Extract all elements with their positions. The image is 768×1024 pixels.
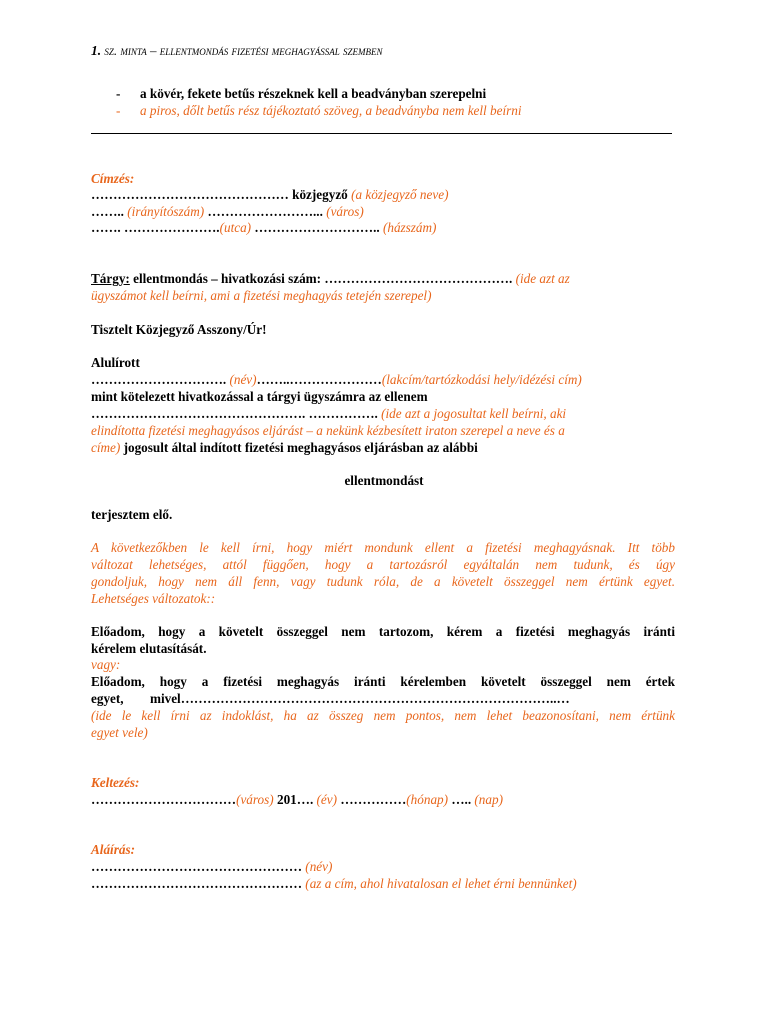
bullet-orange-info [116,103,522,119]
targy-line-2: ügyszámot kell beírni, ami a fizetési meghagyás tetején szerepel) [91,288,432,303]
dots: ……..………………… [256,372,382,387]
note: (ide azt az [515,271,570,286]
title-text: sz. minta – ellentmondás fizetési meghagyással szemben [101,43,383,58]
variant2-note-1: (ide le kell írni az indoklást, ha az összeg nem pontos, nem lehet beazonosítani, nem értünk [91,708,675,723]
title-number: 1. [91,43,102,58]
dots: ……………………….. [251,220,383,235]
cimzes-line-2 [91,204,364,220]
dots: ……………………………………… [91,187,293,202]
bold-text: jogosult által indított fizetési meghagyásos eljárásban az alábbi [120,440,478,455]
targy-line-1 [91,271,570,287]
dots: …………… [337,792,407,807]
bullet-dash: - [116,103,121,118]
dots: ……. …………………. [91,220,220,235]
note: (az a cím, ahol hivatalosan el lehet érni bennünket) [305,876,577,891]
alairas-heading: Aláírás: [91,842,135,857]
cimzes-line-3 [91,220,436,236]
note: (város) [326,204,364,219]
cimzes-line-1 [91,187,448,203]
ellentmondast-heading: ellentmondást [344,473,424,488]
bullet-bold-info [116,86,486,102]
explain-line-1: A következőkben le kell írni, hogy miért mondunk ellent a fizetési meghagyásnak. Itt több [91,540,675,555]
alulirott-line-2: mint kötelezett hivatkozással a tárgyi ügyszámra az ellenem [91,389,428,404]
note: (nap) [474,792,503,807]
bullet-text: a piros, dőlt betűs rész tájékoztató szöveg, a beadványba nem kell beírni [140,103,522,118]
alulirott-line-4: elindította fizetési meghagyásos eljárást – a nekünk kézbesített iraton szerepel a neve és a [91,423,565,438]
explain-line-4: Lehetséges változatok:: [91,591,216,606]
dots: …….. [91,204,128,219]
dots: ……………………... [204,204,327,219]
vagy-label: vagy: [91,657,121,672]
terjesztem-elo: terjesztem elő. [91,507,173,522]
note: (év) [316,792,338,807]
note: (hónap) [406,792,449,807]
note: (város) [236,792,274,807]
dots: …. [296,792,317,807]
cimzes-heading: Címzés: [91,171,135,186]
alulirott-label: Alulírott [91,355,140,370]
note: (lakcím/tartózkodási hely/idézési cím) [381,372,582,387]
document-title [91,43,382,59]
explain-line-2: változat lehetséges, attól függően, hogy a tartozásról egyáltalán nem tudunk, és úgy [91,557,675,572]
variant1-line-1: Előadom, hogy a követelt összeggel nem tartozom, kérem a fizetési meghagyás iránti [91,624,675,639]
explain-line-3: gondoljuk, hogy nem áll fenn, vagy tudunk róla, de a követelt összeggel nem értünk egyet. [91,574,675,589]
horizontal-divider [91,133,672,134]
year-prefix: 201 [273,792,297,807]
dots: …………………………… [91,792,237,807]
alairas-line-1 [91,859,332,875]
alulirott-line-3 [91,406,566,422]
note: (házszám) [382,220,437,235]
note: (név) [305,859,333,874]
keltezes-heading: Keltezés: [91,775,140,790]
targy-text: ellentmondás – hivatkozási szám: ……………………………………. [129,271,516,286]
variant1-line-2: kérelem elutasítását. [91,641,207,656]
bullet-text: a kövér, fekete betűs részeknek kell a beadványban szerepelni [140,86,487,101]
note: (név) [229,372,257,387]
note: (a közjegyző neve) [347,187,449,202]
alairas-line-2 [91,876,577,892]
note: címe) [91,440,121,455]
note: (irányítószám) [127,204,205,219]
keltezes-line [91,792,503,808]
dots: …………………………. [91,372,230,387]
kozjegyzo-label: közjegyző [292,187,348,202]
note: (utca) [219,220,252,235]
variant2-line-2: egyet, mivel…………………………………………………………………………..… [91,691,570,706]
alulirott-line-5 [91,440,478,456]
dots: …………………………………………. ……………. [91,406,382,421]
dots: ………………………………………… [91,876,306,891]
targy-label: Tárgy: [91,271,130,286]
variant2-note-2: egyet vele) [91,725,148,740]
note: (ide azt a jogosultat kell beírni, aki [381,406,567,421]
dots: ………………………………………… [91,859,306,874]
alulirott-line-1 [91,372,582,388]
greeting: Tisztelt Közjegyző Asszony/Úr! [91,322,267,337]
dots: ….. [448,792,475,807]
bullet-dash: - [116,86,121,101]
variant2-line-1: Előadom, hogy a fizetési meghagyás iránti kérelemben követelt összeggel nem értek [91,674,675,689]
